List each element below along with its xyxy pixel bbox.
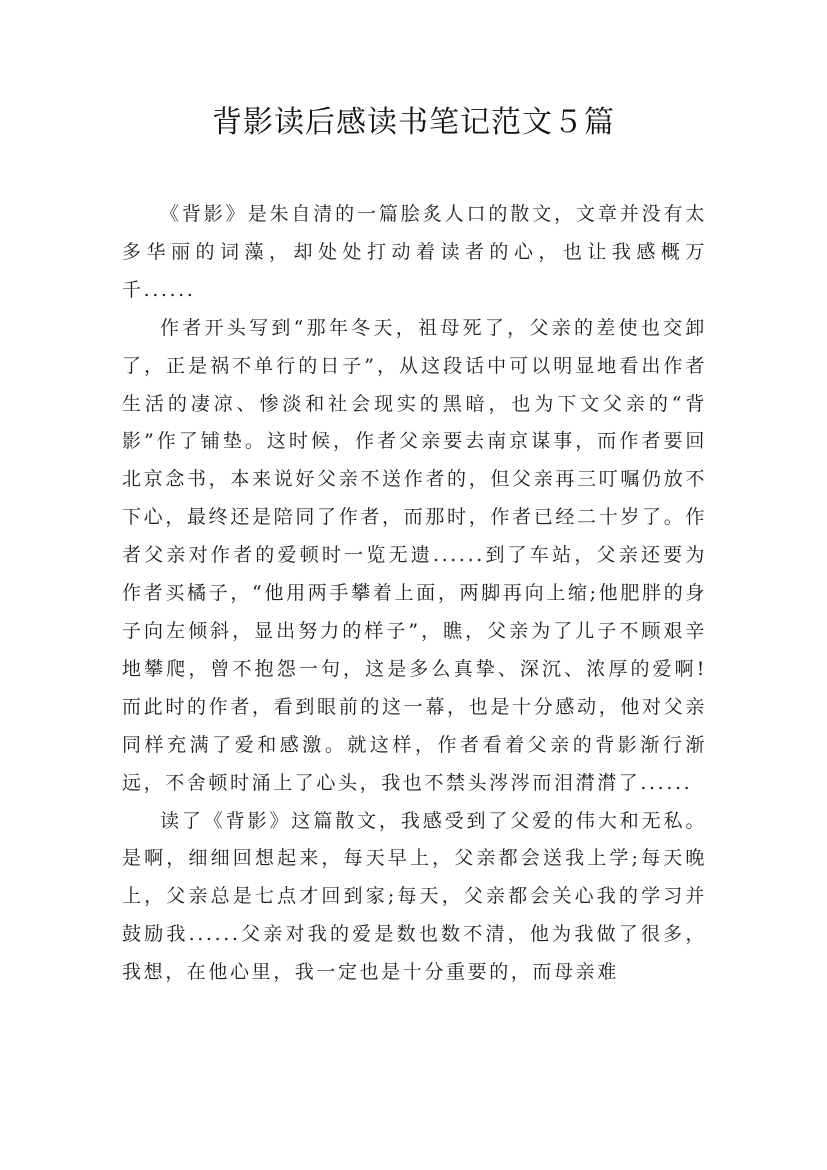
document-body: [122, 196, 707, 992]
paragraph-reflection: 读了《背影》这篇散文，我感受到了父爱的伟大和无私。是啊，细细回想起来，每天早上，父亲都会送我上学;每天晚上，父亲总是七点才回到家;每天，父亲都会关心我的学习并鼓励我......父亲对我的爱是数也数不清，他为我做了很多，我想，在他心里，我一定也是十分重要的，而母亲难: [122, 809, 707, 984]
paragraph-intro: 《背影》是朱自清的一篇脍炙人口的散文，文章并没有太多华丽的词藻，却处处打动着读者的心，也让我感概万千......: [122, 203, 707, 301]
document-title: 背影读后感读书笔记范文５篇: [212, 105, 615, 140]
paragraph-analysis: 作者开头写到“那年冬天，祖母死了，父亲的差使也交卸了，正是祸不单行的日子”，从这段话中可以明显地看出作者生活的凄凉、惨淡和社会现实的黑暗，也为下文父亲的“背影”作了铺垫。这时候，作者父亲要去南京谋事，而作者要回北京念书，本来说好父亲不送作者的，但父亲再三叮嘱仍放不下心，最终还是陪同了作者，而那时，作者已经二十岁了。作者父亲对作者的爱顿时一览无遗......到了车站，父亲还要为作者买橘子，“他用两手攀着上面，两脚再向上缩;他肥胖的身子向左倾斜，显出努力的样子”，瞧，父亲为了儿子不顾艰辛地攀爬，曾不抱怨一句，这是多么真挚、深沉、浓厚的爱啊!而此时的作者，看到眼前的这一幕，也是十分感动，他对父亲同样充满了爱和感激。就这样，作者看着父亲的背影渐行渐远，不舍顿时涌上了心头，我也不禁头涔涔而泪潸潸了......: [122, 316, 707, 794]
